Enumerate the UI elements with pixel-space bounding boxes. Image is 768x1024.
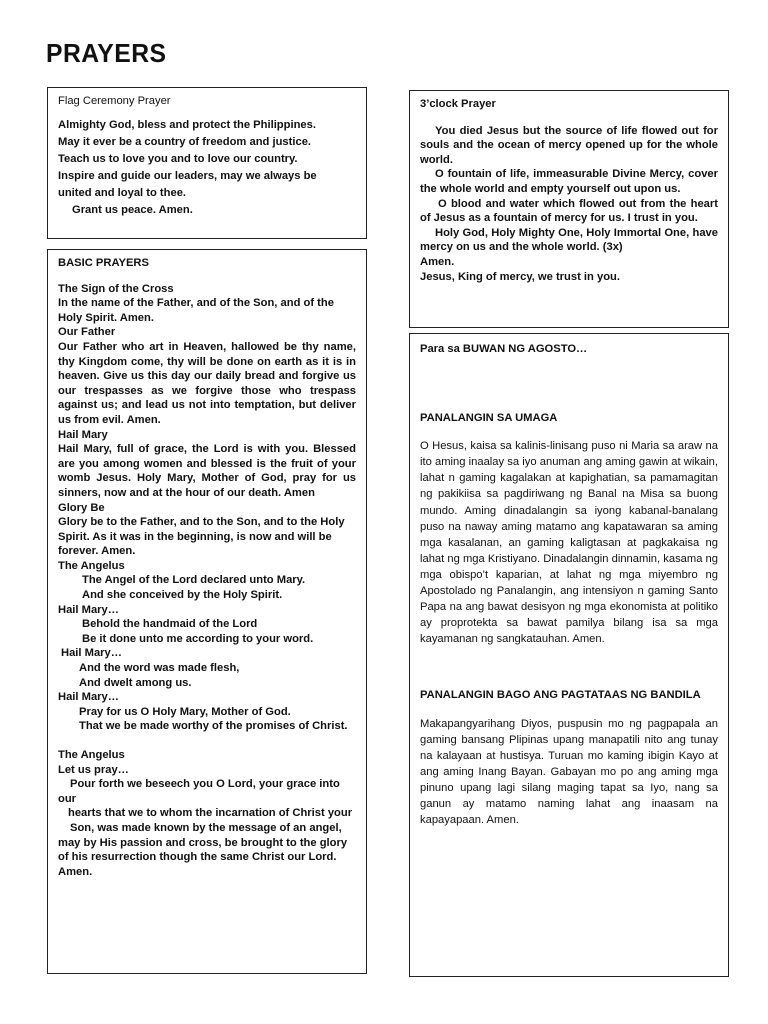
three-oclock-paragraph: O fountain of life, immeasurable Divine Mercy, cover the whole world and empty yourself out upon us.: [420, 168, 718, 195]
angelus-versicle: The Angel of the Lord declared unto Mary.: [82, 574, 306, 587]
panalangin-umaga-text: O Hesus, kaisa sa kalinis-linisang puso ni Maria sa araw na ito aming inaalay sa iyo anuman ang aming gawin at wikain, lahat n gaming kagalakan at kapighatian, sa pamamagitan ng pakikiisa sa pagdiriwang ng Banal na Misa sa buong mundo. Aming dinadalangin sa iyong kabanal-banalang puso na naway aming matamo ang kapatawaran sa aming mga kasalanan, an gaming kaligtasan at pagkakaisa ng lahat ng mga Kristiyano. Dinadalangin dinnamin, kasama ng mga obispo’t kaparian, at lahat ng mga miyembro ng Apostolado ng Panalangin, ang intensiyon n gaming Santo Papa na ang bawat desisyon ng mga ekonomista at politiko ay proprotekta sa bawat pamilya bilang isa sa mga kayamanan ng sangkatauhan. Amen.: [420, 440, 718, 646]
panalangin-bandila-text: Makapangyarihang Diyos, puspusin mo ng pagpapala an gaming bansang Plipinas upang manapatili nito ang tunay na kalayaan at hustisya. Turuan mo kaming ibigin Kayo at ang aming Inang Bayan. Gabayan mo po ang aming mga pinuno upang lagi silang maging tapat sa Iyo, nang sa ganun ay matamo naming lahat ang inaasam na kapayapaan. Amen.: [420, 717, 718, 827]
three-oclock-last-line: Jesus, King of mercy, we trust in you.: [420, 270, 620, 283]
sign-of-cross-text: In the name of the Father, and of the Son, and of the Holy Spirit. Amen.: [58, 297, 334, 324]
hail-mary-short: Hail Mary…: [58, 603, 119, 616]
sign-of-cross-title: The Sign of the Cross: [58, 282, 174, 295]
angelus-response: Be it done unto me according to your word.: [82, 632, 314, 645]
angelus-versicle: Behold the handmaid of the Lord: [82, 618, 258, 631]
hail-mary-short: Hail Mary…: [58, 691, 119, 704]
page-title: PRAYERS: [46, 38, 167, 68]
three-oclock-paragraph: Holy God, Holy Mighty One, Holy Immortal One, have mercy on us and the whole world. (3x): [420, 226, 718, 254]
angelus-title: The Angelus: [58, 559, 125, 572]
basic-prayers-title: BASIC PRAYERS: [58, 257, 149, 269]
our-father-title: Our Father: [58, 326, 116, 339]
flag-prayer-closing: Grant us peace. Amen.: [72, 203, 193, 216]
panalangin-bandila-title: PANALANGIN BAGO ANG PAGTATAAS NG BANDILA: [420, 689, 701, 702]
flag-prayer-body: [58, 117, 356, 219]
angelus-closing-title: The Angelus: [58, 749, 125, 761]
hail-mary-short: Hail Mary…: [61, 647, 122, 660]
basic-prayers-box: [47, 249, 367, 974]
angelus-closing-line: Son, was made known by the message of an angel, may by His passion and cross, be brought to the glory of his resurrection though the same Christ our Lord. Amen.: [58, 821, 348, 878]
flag-prayer-line: Almighty God, bless and protect the Philippines.: [58, 118, 316, 131]
hail-mary-title: Hail Mary: [58, 428, 108, 441]
flag-prayer-line: Inspire and guide our leaders, may we always be: [58, 169, 317, 182]
flag-prayer-line: Teach us to love you and to love our country.: [58, 152, 298, 165]
flag-prayer-line: united and loyal to thee.: [58, 186, 187, 199]
glory-be-text: Glory be to the Father, and to the Son, and to the Holy Spirit. As it was in the beginning, is now and will be forever. Amen.: [58, 516, 345, 558]
agosto-prayers-box: [409, 333, 729, 977]
angelus-closing-line: Pour forth we beseech you O Lord, your grace into our: [58, 778, 340, 805]
let-us-pray: Let us pray…: [58, 763, 129, 776]
angelus-versicle: Pray for us O Holy Mary, Mother of God.: [79, 705, 291, 718]
angelus-response: And dwelt among us.: [79, 676, 192, 689]
flag-prayer-line: May it ever be a country of freedom and justice.: [58, 135, 312, 148]
hail-mary-text: Hail Mary, full of grace, the Lord is with you. Blessed are you among women and blessed is the fruit of your womb Jesus. Holy Mary, Mother of God, pray for us sinners, now and at the hour of our death. Amen: [58, 443, 356, 499]
three-oclock-prayer-box: [409, 90, 729, 328]
agosto-title: Para sa BUWAN NG AGOSTO…: [420, 343, 588, 355]
flag-ceremony-prayer-box: [47, 87, 367, 239]
three-oclock-paragraph: O blood and water which flowed out from the heart of Jesus as a fountain of mercy for us. I trust in you.: [420, 197, 718, 225]
angelus-versicle: And the word was made flesh,: [79, 662, 240, 675]
three-oclock-amen: Amen.: [420, 255, 455, 268]
flag-prayer-title: Flag Ceremony Prayer: [58, 95, 171, 107]
angelus-closing-line: hearts that we to whom the incarnation of Christ your: [68, 807, 353, 820]
angelus-response: That we be made worthy of the promises of Christ.: [79, 720, 348, 733]
panalangin-umaga-title: PANALANGIN SA UMAGA: [420, 412, 558, 425]
our-father-text: Our Father who art in Heaven, hallowed be thy name, thy Kingdom come, thy will be done on earth as it is in heaven. Give us this day our daily bread and forgive us our trespasses as we forgive those who trespass against us; and lead us not into temptation, but deliver us from evil. Amen.: [58, 340, 356, 426]
glory-be-title: Glory Be: [58, 501, 105, 514]
angelus-response: And she conceived by the Holy Spirit.: [82, 589, 283, 602]
three-oclock-paragraph: You died Jesus but the source of life flowed out for souls and the ocean of mercy opened up for the whole world.: [420, 124, 718, 166]
three-oclock-title: 3’clock Prayer: [420, 98, 496, 110]
